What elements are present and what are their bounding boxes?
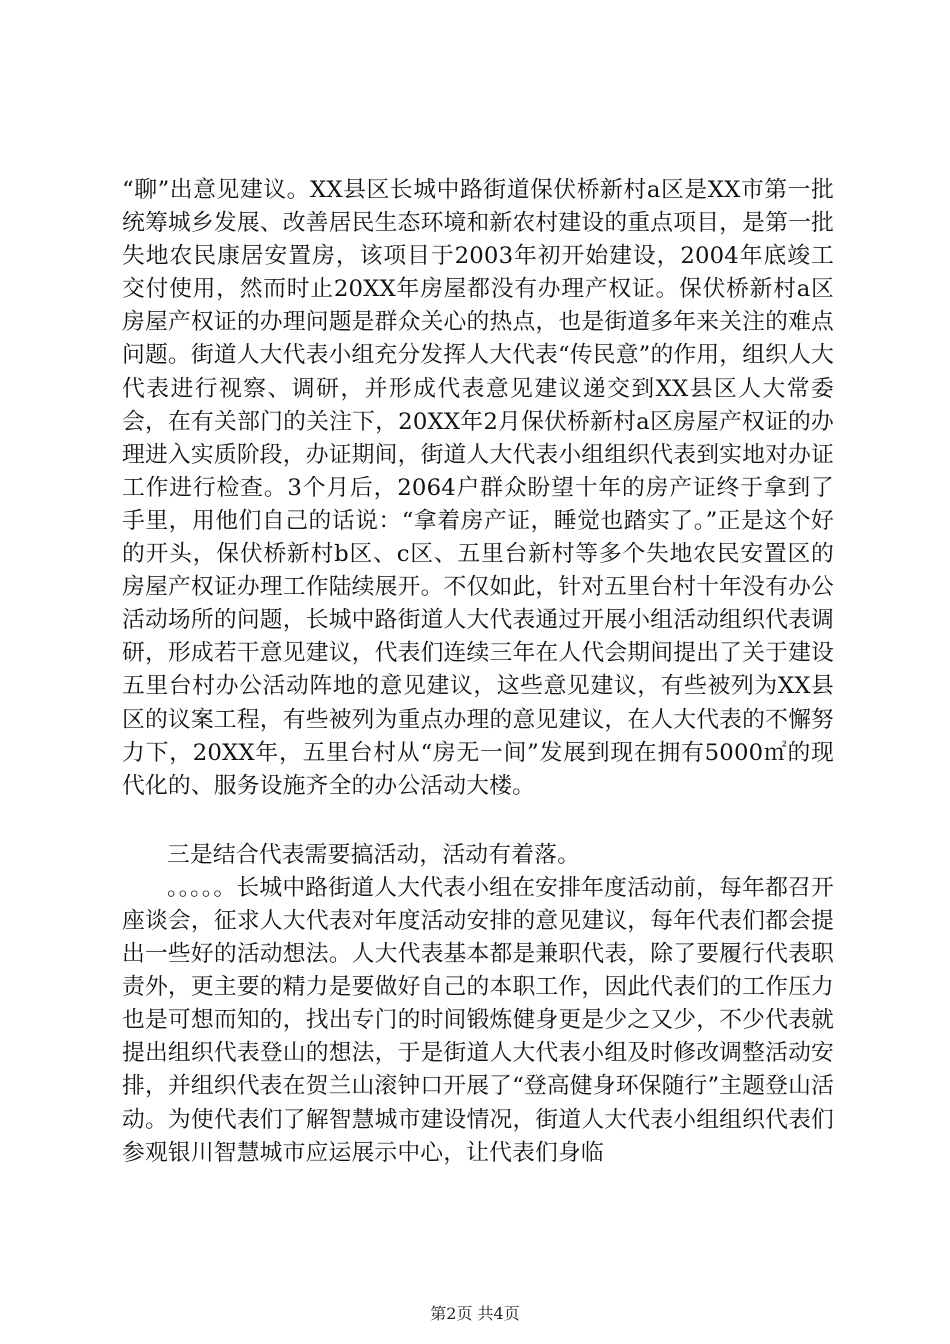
document-body: [122, 174, 834, 1170]
paragraph-2: 。。。。。长城中路街道人大代表小组在安排年度活动前，每年都召开座谈会，征求人大代表对年度活动安排的意见建议，每年代表们都会提出一些好的活动想法。人大代表基本都是兼职代表，除了要履行代表职责外，更主要的精力是要做好自己的本职工作，因此代表们的工作压力也是可想而知的，找出专门的时间锻炼健身更是少之又少，不少代表就提出组织代表登山的想法，于是街道人大代表小组及时修改调整活动安排，并组织代表在贺兰山滚钟口开展了“登高健身环保随行”主题登山活动。为使代表们了解智慧城市建设情况，街道人大代表小组组织代表们参观银川智慧城市应运展示中心，让代表们身临: [122, 874, 835, 1166]
paragraph-heading-3: 三是结合代表需要搞活动，活动有着落。: [167, 841, 581, 868]
paragraph-gap: [122, 803, 834, 839]
paragraph-1: “聊”出意见建议。XX县区长城中路街道保伏桥新村a区是XX市第一批统筹城乡发展、改善居民生态环境和新农村建设的重点项目，是第一批失地农民康居安置房，该项目于2003年初开始建设，2004年底竣工交付使用，然而时止20XX年房屋都没有办理产权证。保伏桥新村a区房屋产权证的办理问题是群众关心的热点，也是街道多年来关注的难点问题。街道人大代表小组充分发挥人大代表“传民意”的作用，组织人大代表进行视察、调研，并形成代表意见建议递交到XX县区人大常委会，在有关部门的关注下，20XX年2月保伏桥新村a区房屋产权证的办理进入实质阶段，办证期间，街道人大代表小组组织代表到实地对办证工作进行检查。3个月后，2064户群众盼望十年的房产证终于拿到了手里，用他们自己的话说：“拿着房产证，睡觉也踏实了。”正是这个好的开头，保伏桥新村b区、c区、五里台新村等多个失地农民安置区的房屋产权证办理工作陆续展开。不仅如此，针对五里台村十年没有办公活动场所的问题，长城中路街道人大代表通过开展小组活动组织代表调研，形成若干意见建议，代表们连续三年在人代会期间提出了关于建设五里台村办公活动阵地的意见建议，这些意见建议，有些被列为XX县区的议案工程，有些被列为重点办理的意见建议，在人大代表的不懈努力下，20XX年，五里台村从“房无一间”发展到现在拥有5000㎡的现代化的、服务设施齐全的办公活动大楼。: [122, 177, 835, 799]
page-footer: 第2页 共4页: [430, 1304, 520, 1323]
